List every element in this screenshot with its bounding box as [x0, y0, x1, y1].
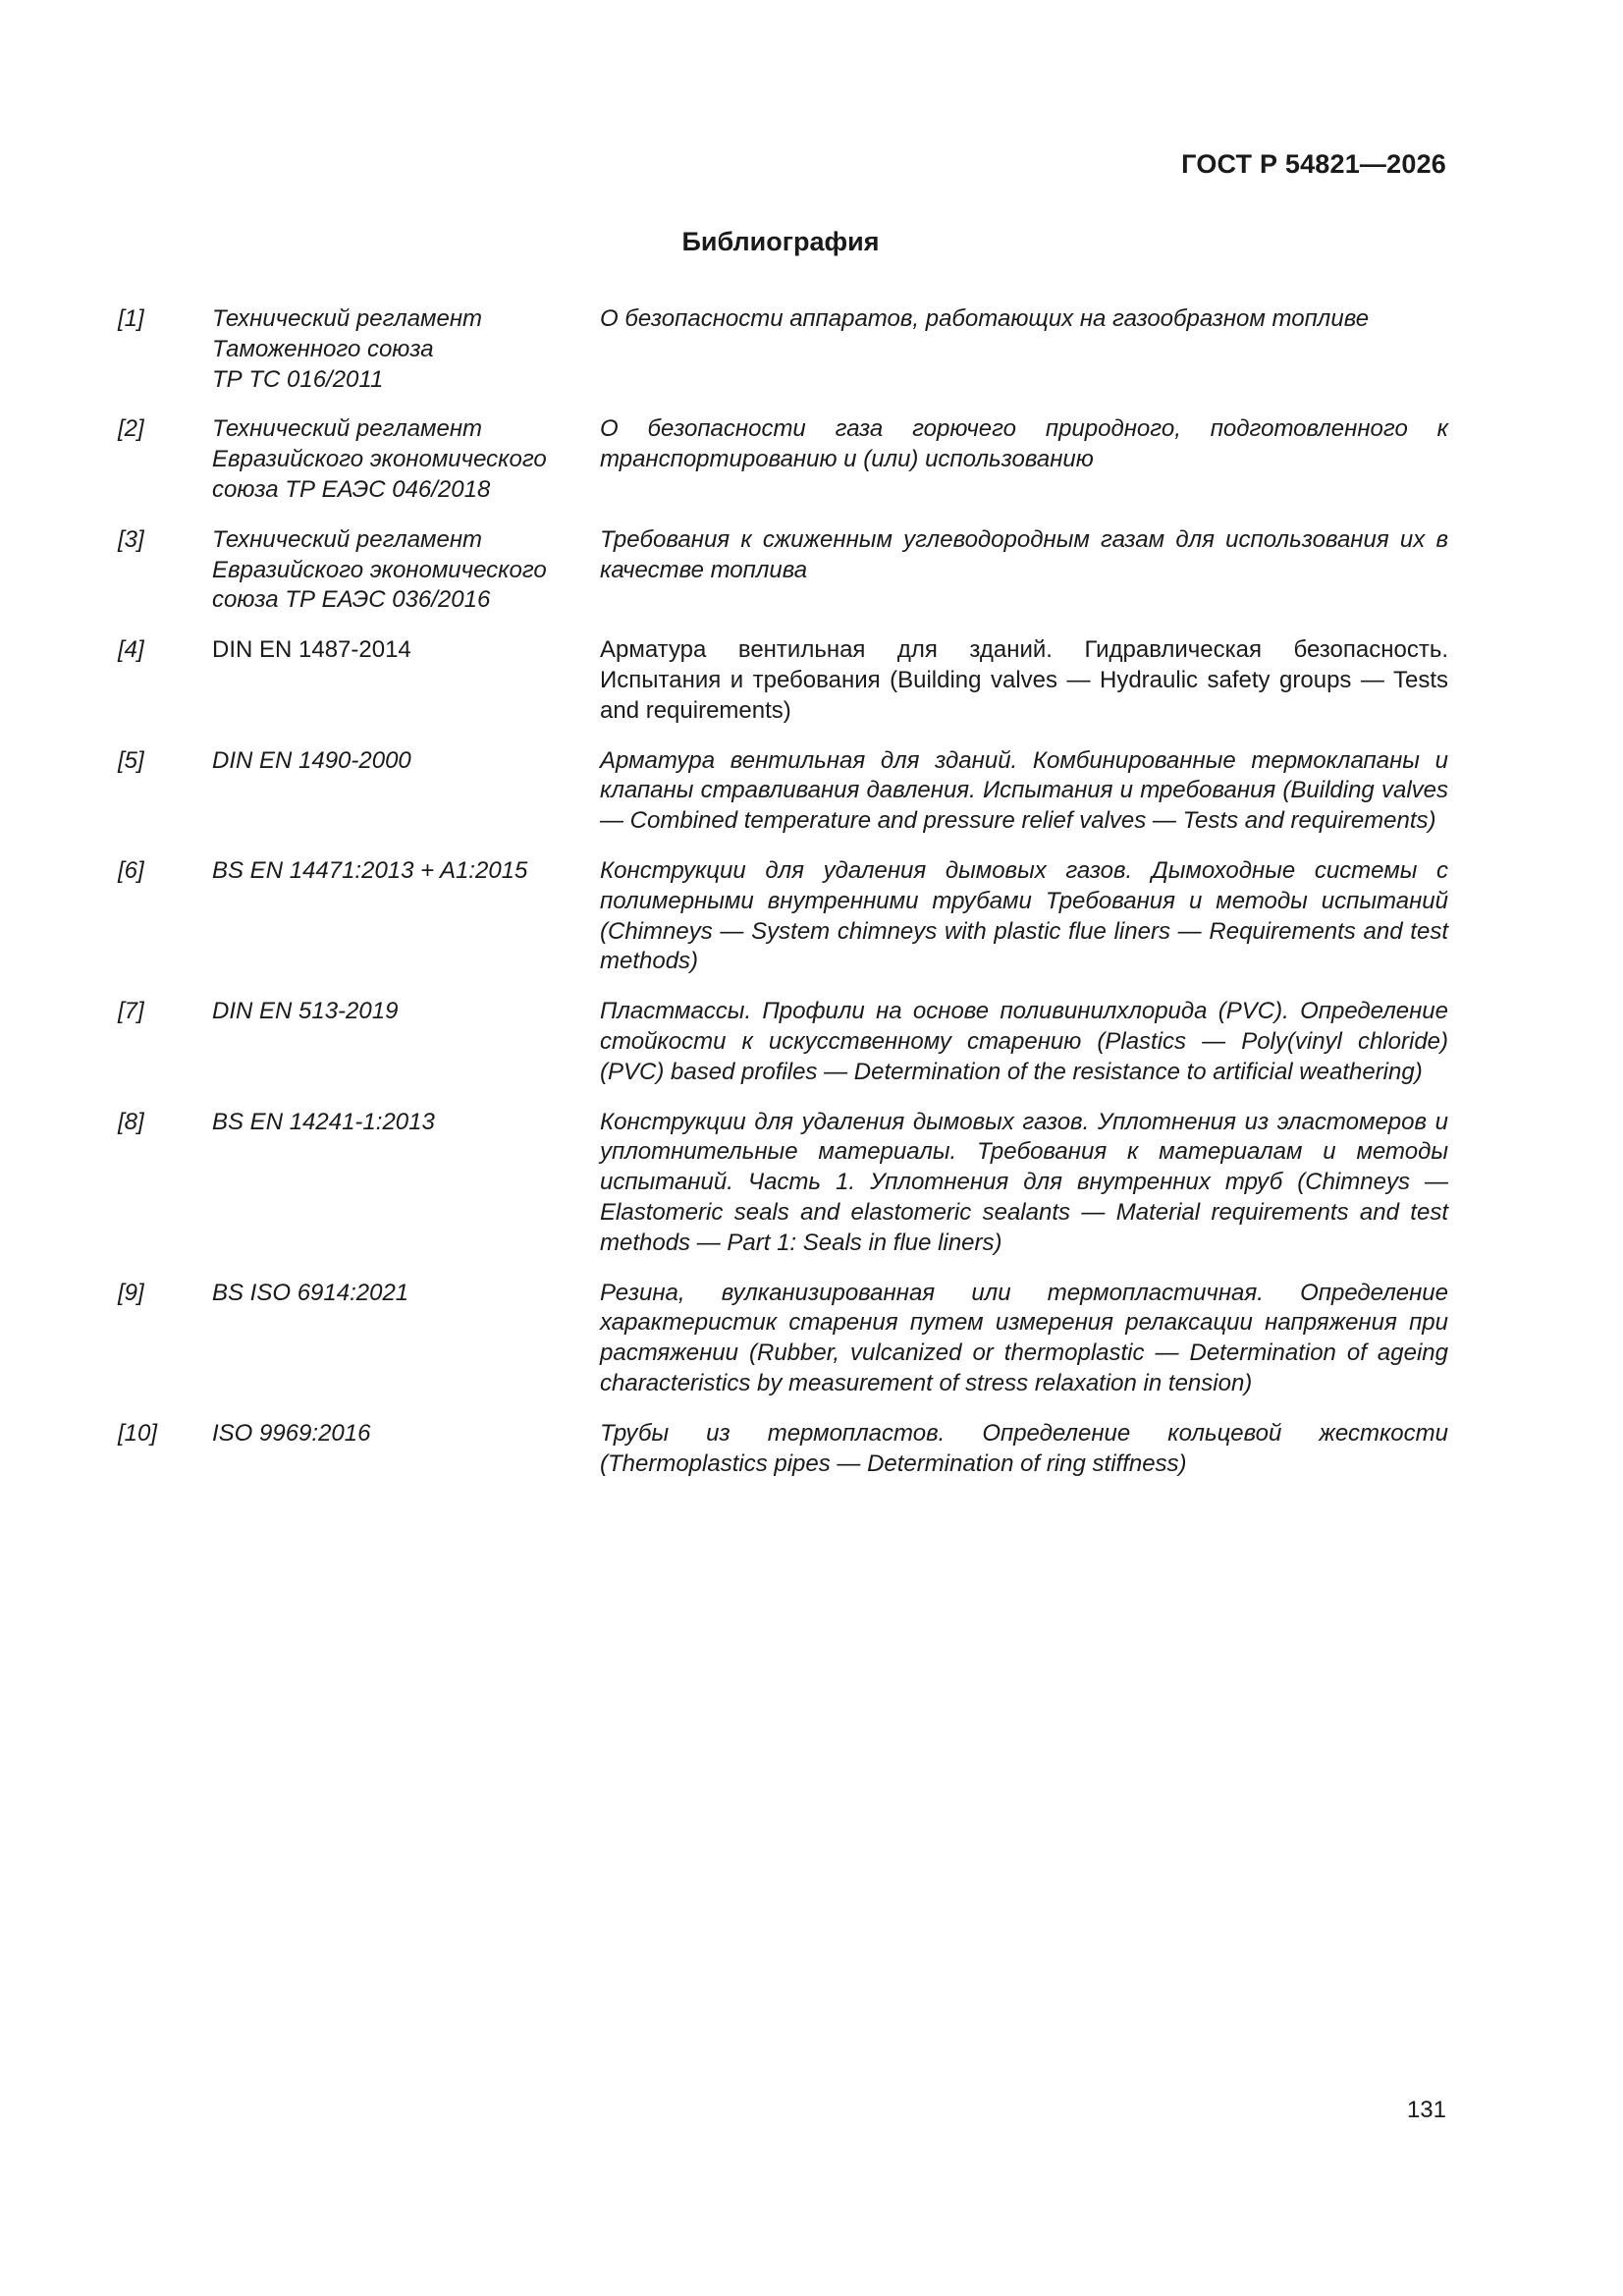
reference-line: союза ТР ЕАЭС 046/2018 — [212, 475, 491, 503]
bibliography-entry — [118, 414, 1448, 505]
entry-reference — [212, 304, 600, 395]
entry-title: Трубы из термопластов. Определение кольцевой жесткости (Thermoplastics pipes — Determination of ring stiffness) — [600, 1419, 1448, 1477]
entry-number: [10] — [118, 1419, 158, 1447]
reference-line: DIN EN 513-2019 — [212, 998, 399, 1025]
bibliography-list — [118, 304, 1448, 1499]
reference-line: BS EN 14471:2013 + A1:2015 — [212, 856, 528, 884]
entry-number: [6] — [118, 856, 144, 884]
entry-number: [9] — [118, 1279, 144, 1306]
entry-title: Требования к сжиженным углеводородным газам для использования их в качестве топлива — [600, 525, 1448, 583]
entry-reference — [212, 997, 600, 1027]
entry-reference — [212, 525, 600, 616]
reference-line: Евразийского экономического — [212, 446, 547, 473]
entry-number: [3] — [118, 525, 144, 553]
entry-number: [2] — [118, 415, 144, 443]
reference-line: Технический регламент — [212, 525, 483, 553]
entry-title: Арматура вентильная для зданий. Комбинированные термоклапаны и клапаны стравливания давления. Испытания и требования (Building valves — Combined temperature and pressure relief valves — Tests and requirements) — [600, 746, 1448, 835]
entry-number: [5] — [118, 746, 144, 774]
reference-line: DIN EN 1487-2014 — [212, 636, 411, 664]
entry-number: [1] — [118, 305, 144, 332]
bibliography-entry — [118, 525, 1448, 616]
reference-line: ТР ТС 016/2011 — [212, 365, 384, 393]
bibliography-entry — [118, 1419, 1448, 1480]
bibliography-entry — [118, 856, 1448, 977]
document-code: ГОСТ Р 54821—2026 — [1181, 149, 1446, 179]
entry-number: [7] — [118, 998, 144, 1025]
bibliography-entry — [118, 1279, 1448, 1399]
bibliography-entry — [118, 746, 1448, 837]
reference-line: DIN EN 1490-2000 — [212, 746, 411, 774]
bibliography-entry — [118, 1108, 1448, 1259]
reference-line: Технический регламент — [212, 305, 483, 332]
entry-reference — [212, 1419, 600, 1449]
bibliography-entry — [118, 997, 1448, 1087]
entry-number: [8] — [118, 1108, 144, 1135]
reference-line: Технический регламент — [212, 415, 483, 443]
entry-reference — [212, 746, 600, 777]
entry-reference — [212, 856, 600, 887]
reference-line: Таможенного союза — [212, 335, 434, 362]
entry-title: Пластмассы. Профили на основе поливинилхлорида (PVC). Определение стойкости к искусственному старению (Plastics — Poly(vinyl chloride) (PVC) based profiles — Determination of the resistance to artificial weathering) — [600, 998, 1448, 1085]
entry-title: Конструкции для удаления дымовых газов. Дымоходные системы с полимерными внутренними трубами Требования и методы испытаний (Chimneys — System chimneys with plastic flue liners — Requirements and test methods) — [600, 856, 1448, 975]
entry-title: О безопасности аппаратов, работающих на газообразном топливе — [600, 305, 1370, 332]
entry-title: О безопасности газа горючего природного, подготовленного к транспортированию и (или) использованию — [600, 415, 1448, 473]
entry-reference — [212, 414, 600, 505]
reference-line: BS ISO 6914:2021 — [212, 1279, 409, 1306]
entry-title: Резина, вулканизированная или термопластичная. Определение характеристик старения путем измерения релаксации напряжения при растяжении (Rubber, vulcanized or thermoplastic — Determination of ageing characteristics by measurement of stress relaxation in tension) — [600, 1279, 1448, 1396]
reference-line: Евразийского экономического — [212, 556, 547, 583]
bibliography-entry — [118, 635, 1448, 726]
section-title: Библиография — [681, 227, 880, 256]
entry-title: Арматура вентильная для зданий. Гидравлическая безопасность. Испытания и требования (Building valves — Hydraulic safety groups — Tests and requirements) — [600, 636, 1448, 724]
entry-reference — [212, 635, 600, 666]
reference-line: BS EN 14241-1:2013 — [212, 1108, 435, 1135]
reference-line: ISO 9969:2016 — [212, 1419, 371, 1447]
entry-reference — [212, 1279, 600, 1309]
bibliography-entry — [118, 304, 1448, 395]
entry-reference — [212, 1108, 600, 1138]
reference-line: союза ТР ЕАЭС 036/2016 — [212, 586, 491, 614]
page-number: 131 — [1406, 2097, 1446, 2123]
entry-number: [4] — [118, 636, 144, 664]
entry-title: Конструкции для удаления дымовых газов. Уплотнения из эластомеров и уплотнительные материалы. Требования к материалам и методы испытаний. Часть 1. Уплотнения для внутренних труб (Chimneys — Elastomeric seals and elastomeric sealants — Material requirements and test methods — Part 1: Seals in flue liners) — [600, 1108, 1448, 1256]
